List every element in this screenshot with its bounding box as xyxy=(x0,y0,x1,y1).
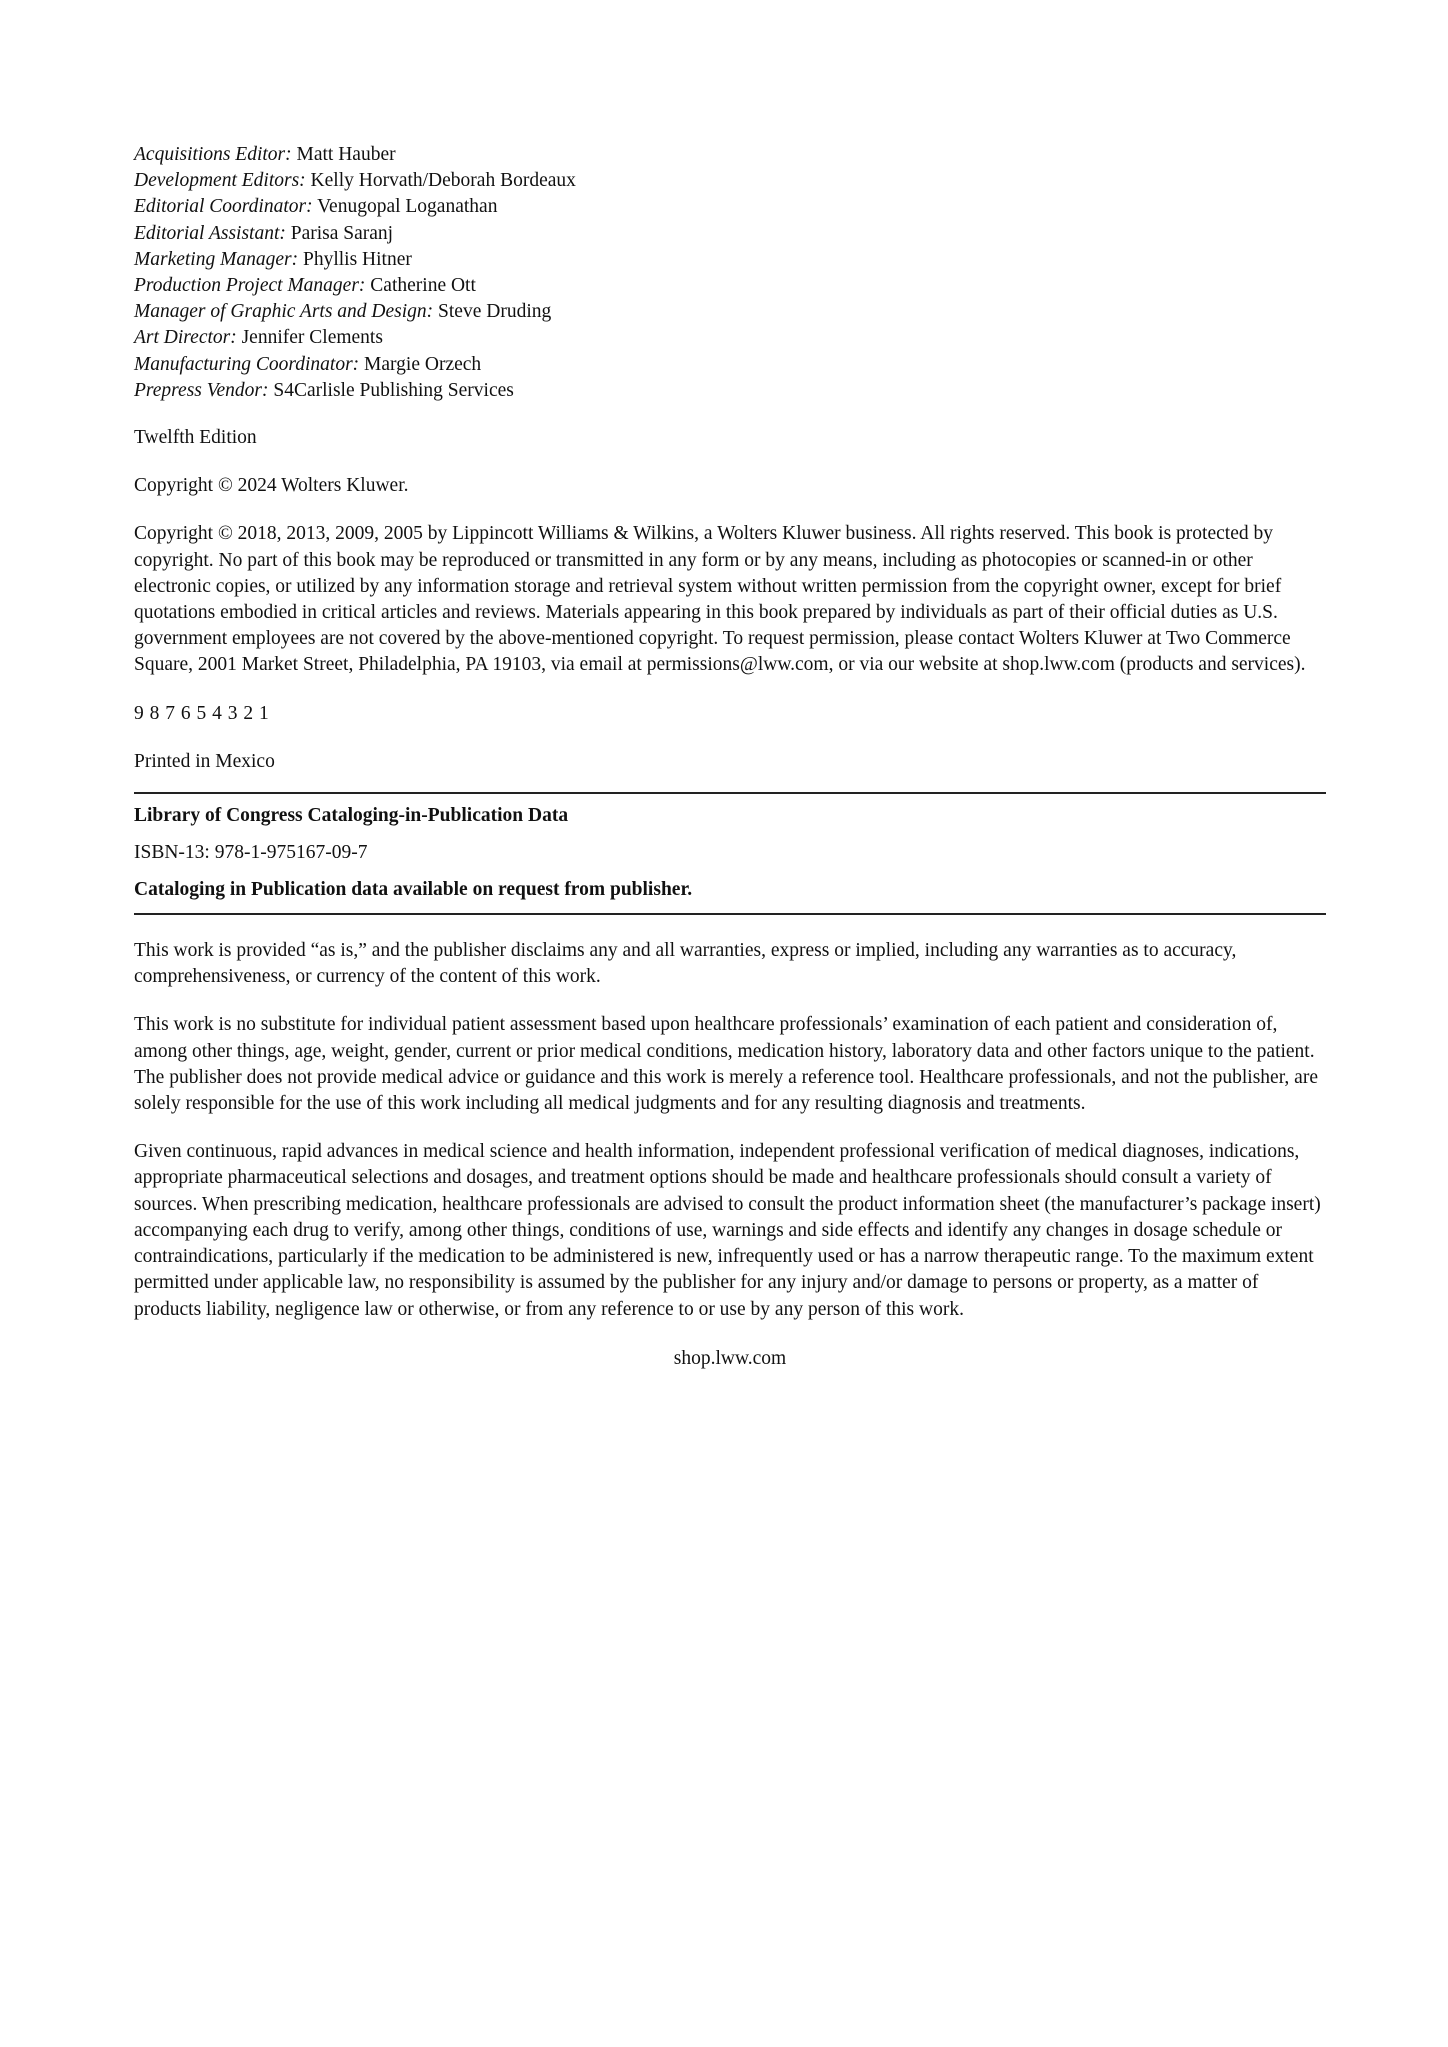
credit-line xyxy=(134,299,1326,325)
cip-title: Library of Congress Cataloging-in-Publication Data xyxy=(134,805,569,827)
credit-line xyxy=(134,194,1326,220)
credit-role: Development Editors: xyxy=(134,170,306,192)
copyright-current: Copyright © 2024 Wolters Kluwer. xyxy=(134,475,409,497)
credit-name: Jennifer Clements xyxy=(241,327,383,349)
credit-role: Editorial Assistant: xyxy=(134,222,286,244)
credit-name: Steve Druding xyxy=(438,301,552,323)
credit-line xyxy=(134,221,1326,247)
cip-isbn: ISBN-13: 978-1-975167-09-7 xyxy=(134,842,368,864)
credit-line xyxy=(134,247,1326,273)
credit-role: Marketing Manager: xyxy=(134,248,299,270)
credit-name: Venugopal Loganathan xyxy=(317,196,498,218)
cip-note: Cataloging in Publication data available on request from publisher. xyxy=(134,879,693,901)
credit-name: S4Carlisle Publishing Services xyxy=(273,379,514,401)
cip-block xyxy=(134,794,1326,913)
cip-bottom-rule xyxy=(134,913,1326,915)
credit-name: Phyllis Hitner xyxy=(302,248,412,270)
credit-name: Parisa Saranj xyxy=(290,222,394,244)
disclaimer-verification: Given continuous, rapid advances in medical science and health information, independent professional verification of medical diagnoses, indications, appropriate pharmaceutical selections and dosages, and treatment options should be made and healthcare professionals should consult a variety of sources. When prescribing medication, healthcare professionals are advised to consult the product information sheet (the manufacturer’s package insert) accompanying each drug to verify, among other things, conditions of use, warnings and side effects and identify any changes in dosage schedule or contraindications, particularly if the medication to be administered is new, infrequently used or has a narrow therapeutic range. To the maximum extent permitted under applicable law, no responsibility is assumed by the publisher for any injury and/or damage to persons or property, as a matter of products liability, negligence law or otherwise, or from any reference to or use by any person of this work. xyxy=(134,1141,1321,1320)
credit-role: Manager of Graphic Arts and Design: xyxy=(134,301,434,323)
credit-line xyxy=(134,325,1326,351)
credits-list xyxy=(134,142,1326,404)
credit-role: Prepress Vendor: xyxy=(134,379,269,401)
credit-line xyxy=(134,168,1326,194)
credit-name: Catherine Ott xyxy=(370,275,476,297)
credit-role: Production Project Manager: xyxy=(134,275,366,297)
credit-line xyxy=(134,142,1326,168)
credit-name: Margie Orzech xyxy=(364,353,482,375)
edition: Twelfth Edition xyxy=(134,427,257,449)
credit-role: Editorial Coordinator: xyxy=(134,196,313,218)
printed-in: Printed in Mexico xyxy=(134,750,275,772)
credit-line xyxy=(134,378,1326,404)
credit-name: Matt Hauber xyxy=(296,144,396,165)
disclaimer-as-is: This work is provided “as is,” and the publisher disclaims any and all warranties, express or implied, including any warranties as to accuracy, comprehensiveness, or currency of the content of this work. xyxy=(134,940,1237,988)
website-footer: shop.lww.com xyxy=(673,1347,787,1369)
print-line: 9 8 7 6 5 4 3 2 1 xyxy=(134,702,270,724)
disclaimer-medical-advice: This work is no substitute for individual patient assessment based upon healthcare professionals’ examination of each patient and consideration of, among other things, age, weight, gender, current or prior medical conditions, medication history, laboratory data and other factors unique to the patient. The publisher does not provide medical advice or guidance and this work is merely a reference tool. Healthcare professionals, and not the publisher, are solely responsible for the use of this work including all medical judgments and for any resulting diagnosis and treatments. xyxy=(134,1014,1318,1115)
credit-role: Acquisitions Editor: xyxy=(134,144,292,165)
credit-line xyxy=(134,273,1326,299)
credit-role: Manufacturing Coordinator: xyxy=(134,353,360,375)
credit-role: Art Director: xyxy=(134,327,237,349)
credit-line xyxy=(134,352,1326,378)
copyright-previous: Copyright © 2018, 2013, 2009, 2005 by Lippincott Williams & Wilkins, a Wolters Kluwer business. All rights reserved. This book is protected by copyright. No part of this book may be reproduced or transmitted in any form or by any means, including as photocopies or scanned-in or other electronic copies, or utilized by any information storage and retrieval system without written permission from the copyright owner, except for brief quotations embodied in critical articles and reviews. Materials appearing in this book prepared by individuals as part of their official duties as U.S. government employees are not covered by the above-mentioned copyright. To request permission, please contact Wolters Kluwer at Two Commerce Square, 2001 Market Street, Philadelphia, PA 19103, via email at permissions@lww.com, or via our website at shop.lww.com (products and services). xyxy=(134,523,1306,676)
copyright-page xyxy=(134,142,1326,1372)
credit-name: Kelly Horvath/Deborah Bordeaux xyxy=(310,170,576,192)
